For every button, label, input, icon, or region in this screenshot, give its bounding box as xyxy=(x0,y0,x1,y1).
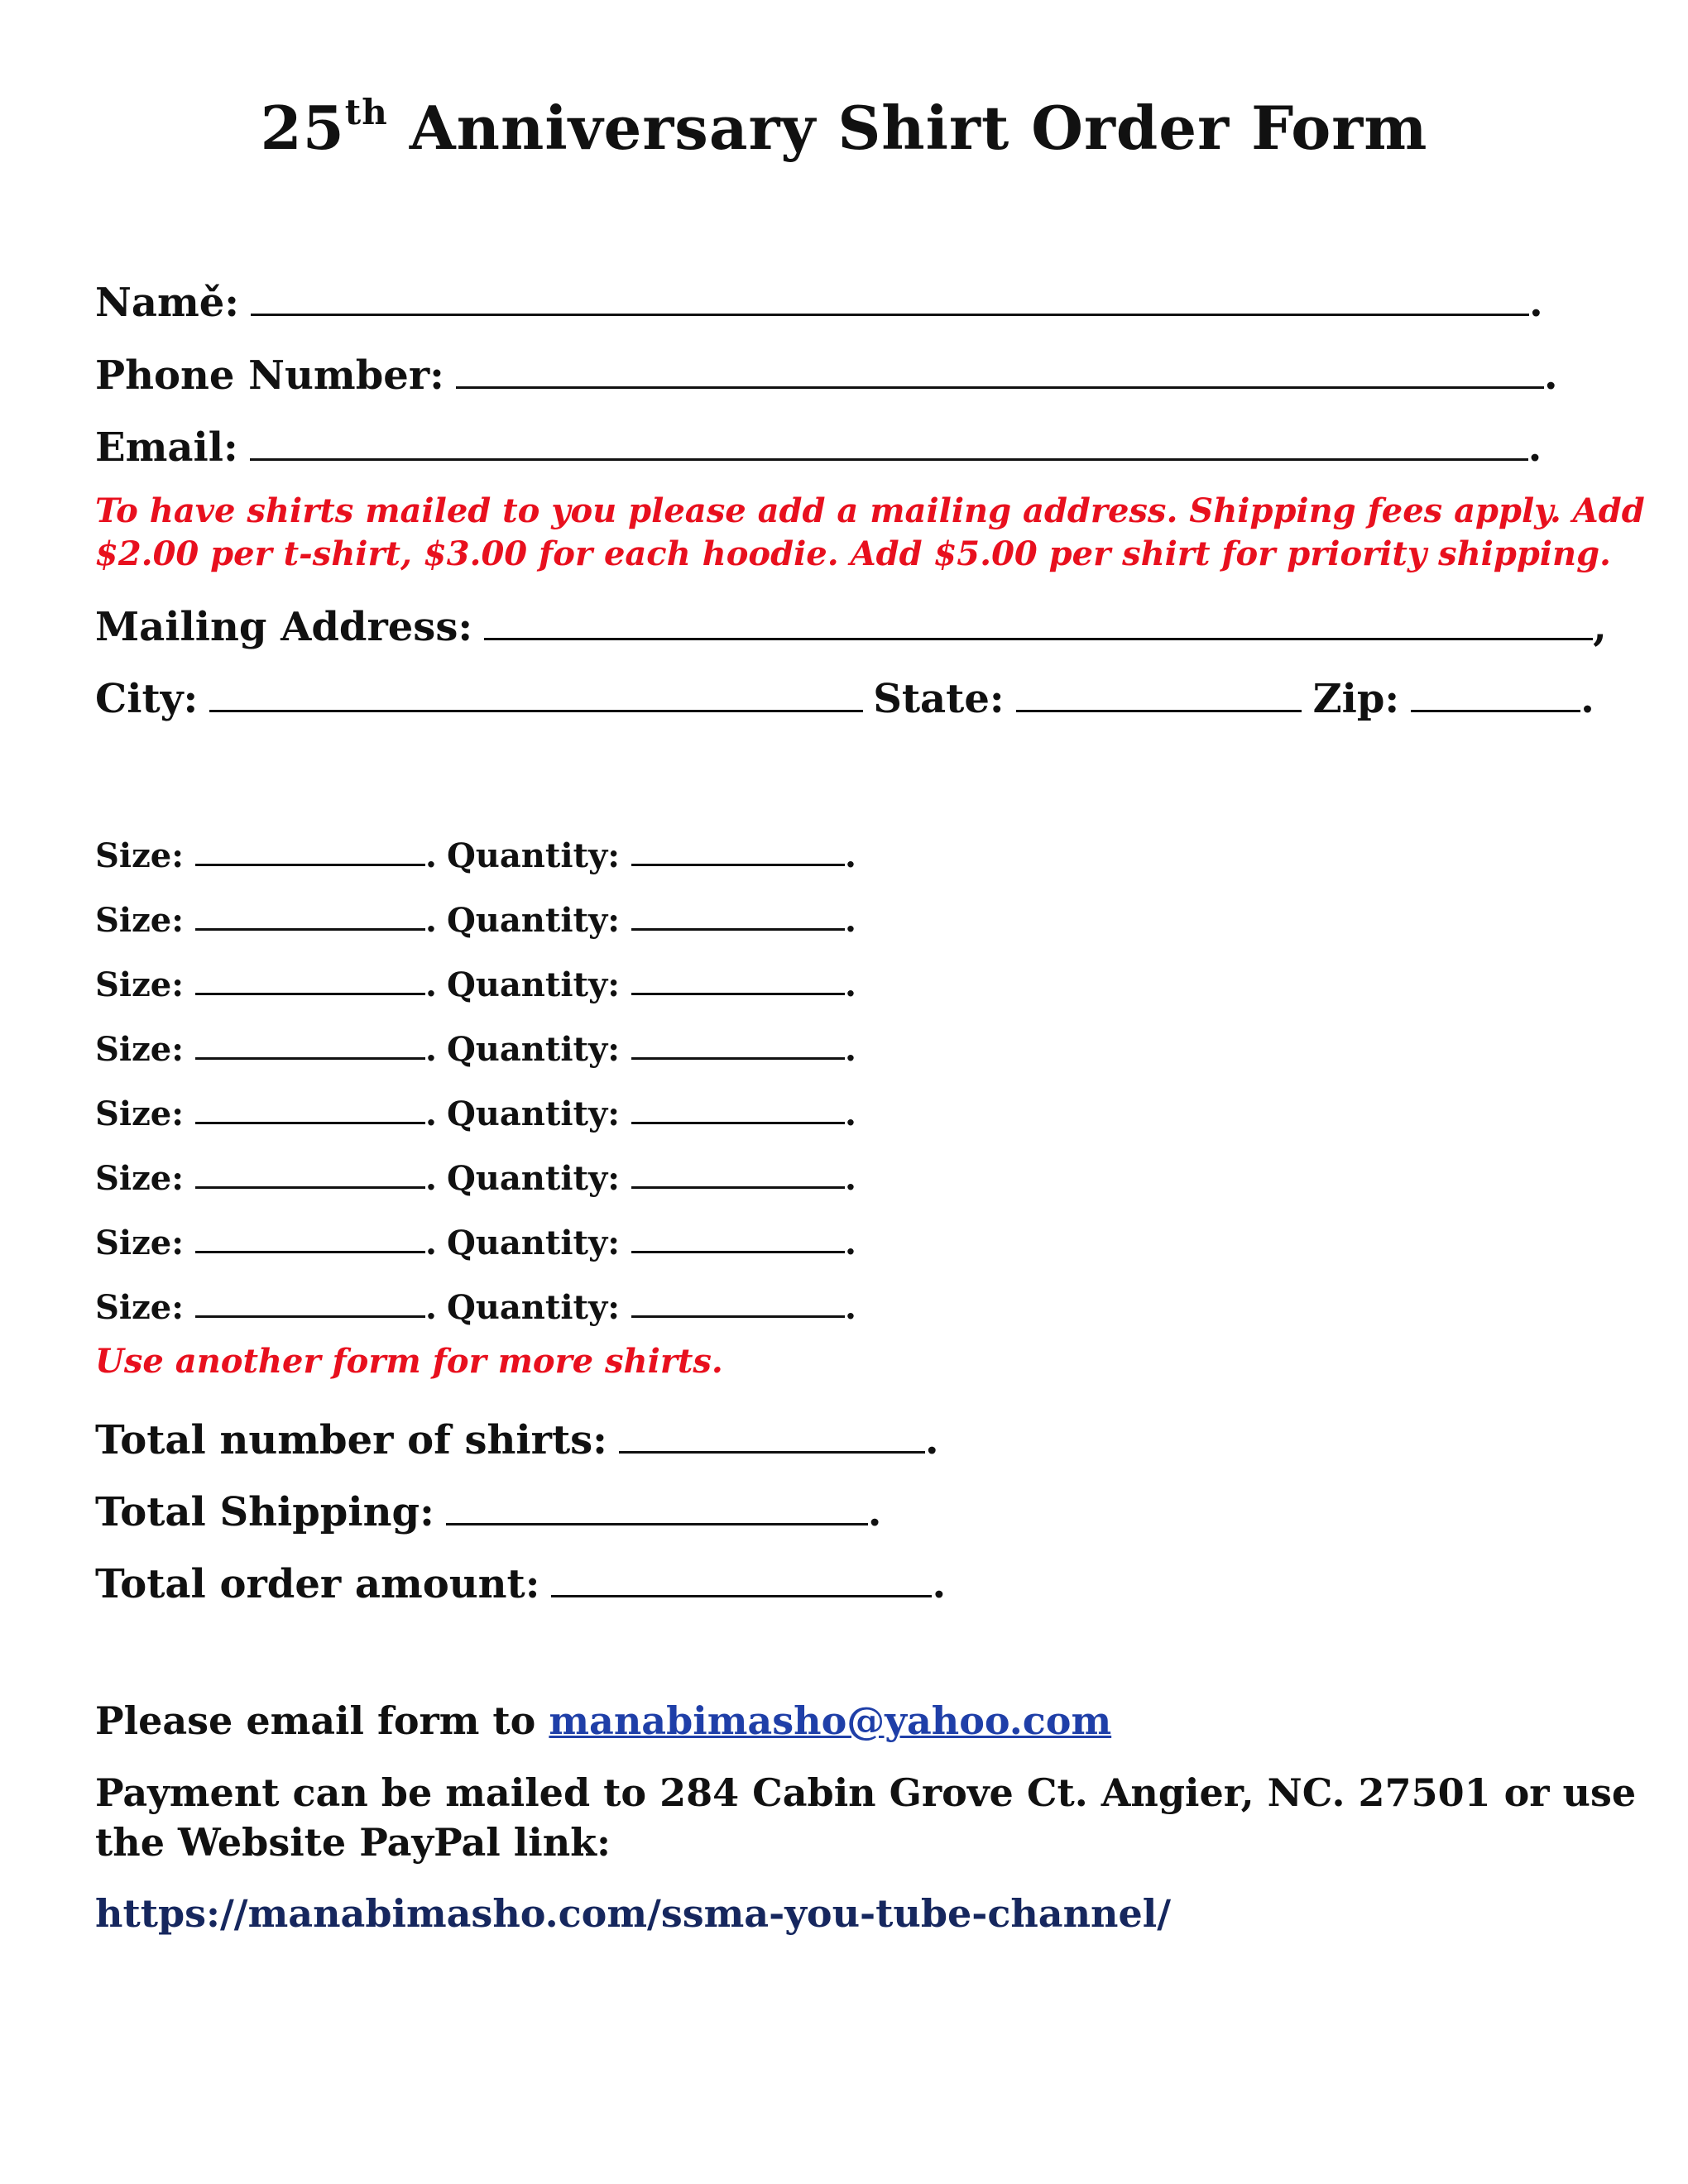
quantity-field[interactable] xyxy=(631,1121,845,1124)
size-label: Size: xyxy=(95,1288,185,1327)
size-field[interactable] xyxy=(195,1121,425,1124)
size-quantity-row xyxy=(95,1275,856,1327)
shipping-note-line-2: $2.00 per t-shirt, $3.00 for each hoodie. Add $5.00 per shirt for priority shipping. xyxy=(95,534,1611,573)
shipping-note xyxy=(95,490,1645,576)
size-label: Size: xyxy=(95,901,185,940)
size-end-mark: . xyxy=(425,1288,437,1327)
quantity-label: Quantity: xyxy=(446,1030,621,1069)
quantity-field[interactable] xyxy=(631,1250,845,1253)
quantity-field[interactable] xyxy=(631,927,845,931)
size-field[interactable] xyxy=(195,1315,425,1318)
size-field[interactable] xyxy=(195,927,425,931)
name-field[interactable] xyxy=(251,313,1529,316)
size-field[interactable] xyxy=(195,992,425,995)
email-link[interactable]: manabimasho@yahoo.com xyxy=(549,1698,1112,1743)
zip-label: Zip: xyxy=(1312,676,1400,722)
size-end-mark: . xyxy=(425,836,437,875)
size-quantity-row xyxy=(95,823,856,873)
payment-line-1: Payment can be mailed to 284 Cabin Grove Ct. Angier, NC. 27501 or use xyxy=(95,1770,1637,1815)
size-end-mark: . xyxy=(425,901,437,940)
email-row xyxy=(95,418,1542,471)
size-label: Size: xyxy=(95,1159,185,1198)
total-order-label: Total order amount: xyxy=(95,1561,540,1607)
total-shirts-label: Total number of shirts: xyxy=(95,1417,607,1463)
state-field[interactable] xyxy=(1016,709,1302,712)
total-shipping-field[interactable] xyxy=(446,1522,868,1525)
email-instruction-text: Please email form to xyxy=(95,1698,549,1743)
email-field[interactable] xyxy=(250,457,1528,461)
state-label: State: xyxy=(873,676,1005,722)
size-end-mark: . xyxy=(425,1159,437,1198)
quantity-label: Quantity: xyxy=(446,1094,621,1133)
size-field[interactable] xyxy=(195,1250,425,1253)
quantity-field[interactable] xyxy=(631,1315,845,1318)
city-state-zip-row xyxy=(95,669,1594,722)
shipping-note-line-1: To have shirts mailed to you please add a mailing address. Shipping fees apply. Add xyxy=(95,491,1645,530)
name-end-mark: . xyxy=(1529,280,1543,326)
phone-label: Phone Number: xyxy=(95,352,444,399)
total-shirts-end-mark: . xyxy=(924,1417,939,1463)
quantity-label: Quantity: xyxy=(446,1159,621,1198)
quantity-label: Quantity: xyxy=(446,1288,621,1327)
quantity-label: Quantity: xyxy=(446,1224,621,1262)
size-label: Size: xyxy=(95,1224,185,1262)
total-shipping-end-mark: . xyxy=(867,1489,882,1535)
zip-field[interactable] xyxy=(1411,709,1580,712)
quantity-label: Quantity: xyxy=(446,965,621,1004)
page-title xyxy=(0,93,1688,163)
more-shirts-note: Use another form for more shirts. xyxy=(95,1342,723,1381)
quantity-end-mark: . xyxy=(845,1224,856,1262)
quantity-end-mark: . xyxy=(845,1288,856,1327)
total-order-field[interactable] xyxy=(551,1594,932,1597)
total-shirts-row xyxy=(95,1410,939,1463)
quantity-field[interactable] xyxy=(631,863,845,866)
city-field[interactable] xyxy=(209,709,863,712)
total-shirts-field[interactable] xyxy=(619,1450,925,1454)
size-end-mark: . xyxy=(425,1094,437,1133)
name-label: Namě: xyxy=(95,280,240,326)
size-field[interactable] xyxy=(195,1056,425,1060)
quantity-end-mark: . xyxy=(845,965,856,1004)
phone-end-mark: . xyxy=(1543,352,1558,399)
size-quantity-row xyxy=(95,1146,856,1198)
name-row xyxy=(95,273,1543,326)
quantity-end-mark: . xyxy=(845,836,856,875)
size-quantity-row xyxy=(95,952,856,1002)
paypal-url-link[interactable]: https://manabimasho.com/ssma-you-tube-channel/ xyxy=(95,1891,1172,1936)
size-label: Size: xyxy=(95,1030,185,1069)
size-label: Size: xyxy=(95,836,185,875)
size-quantity-row xyxy=(95,1017,856,1069)
mailing-address-label: Mailing Address: xyxy=(95,604,473,650)
payment-line-2: the Website PayPal link: xyxy=(95,1820,611,1865)
quantity-end-mark: . xyxy=(845,901,856,940)
size-end-mark: . xyxy=(425,965,437,1004)
quantity-label: Quantity: xyxy=(446,836,621,875)
total-shipping-label: Total Shipping: xyxy=(95,1489,434,1535)
email-label: Email: xyxy=(95,424,238,471)
mailing-address-end-mark: , xyxy=(1593,604,1607,650)
total-shipping-row xyxy=(95,1482,882,1535)
phone-field[interactable] xyxy=(456,386,1544,389)
phone-row xyxy=(95,346,1558,399)
size-end-mark: . xyxy=(425,1224,437,1262)
title-number: 25 xyxy=(260,93,345,163)
size-quantity-row xyxy=(95,1210,856,1260)
zip-end-mark: . xyxy=(1580,676,1594,722)
size-label: Size: xyxy=(95,965,185,1004)
quantity-field[interactable] xyxy=(631,1056,845,1060)
title-ordinal: th xyxy=(344,92,388,132)
quantity-end-mark: . xyxy=(845,1030,856,1069)
size-label: Size: xyxy=(95,1094,185,1133)
quantity-label: Quantity: xyxy=(446,901,621,940)
size-quantity-row xyxy=(95,1081,856,1131)
size-quantity-row xyxy=(95,888,856,940)
quantity-field[interactable] xyxy=(631,992,845,995)
quantity-field[interactable] xyxy=(631,1185,845,1189)
size-field[interactable] xyxy=(195,1185,425,1189)
size-end-mark: . xyxy=(425,1030,437,1069)
total-order-row xyxy=(95,1554,947,1607)
size-field[interactable] xyxy=(195,863,425,866)
quantity-end-mark: . xyxy=(845,1094,856,1133)
email-instruction xyxy=(95,1696,1111,1746)
city-label: City: xyxy=(95,676,199,722)
mailing-address-field[interactable] xyxy=(484,637,1593,640)
email-end-mark: . xyxy=(1527,424,1542,471)
quantity-end-mark: . xyxy=(845,1159,856,1198)
mailing-address-row xyxy=(95,597,1607,650)
title-text: Anniversary Shirt Order Form xyxy=(387,93,1428,163)
total-order-end-mark: . xyxy=(932,1561,947,1607)
